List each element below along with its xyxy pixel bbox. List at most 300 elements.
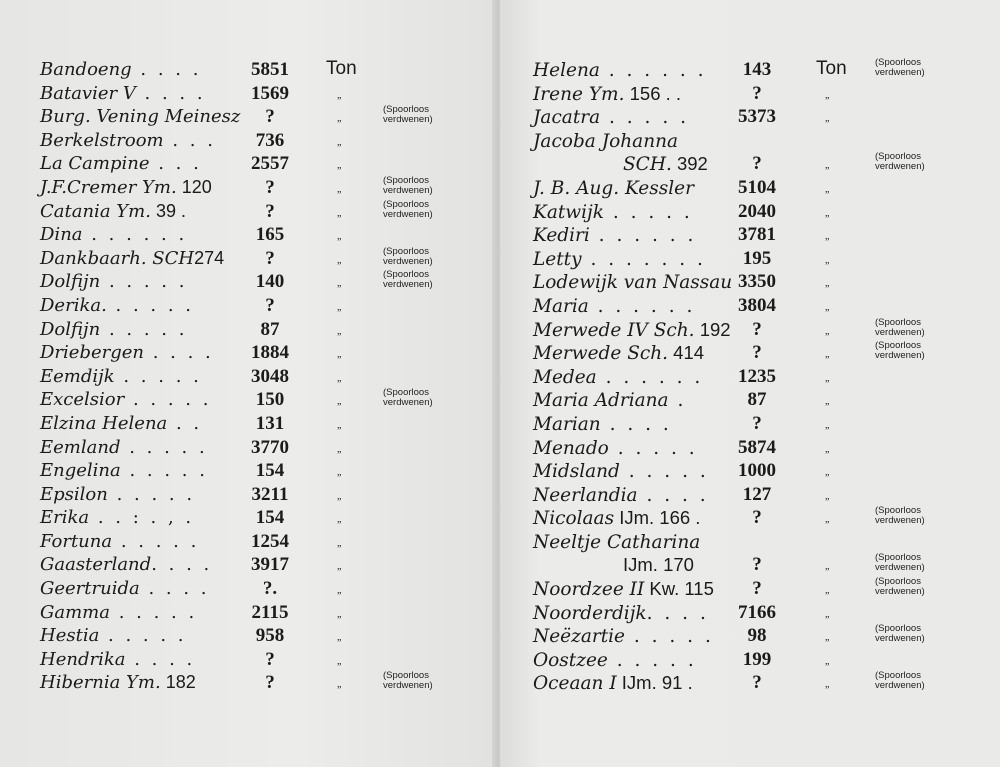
missing-note: (Spoorloos verdwenen)	[875, 576, 925, 598]
ship-name	[533, 530, 700, 555]
tonnage: 3350	[738, 271, 776, 293]
ship-row	[40, 105, 490, 129]
ship-name	[533, 365, 703, 390]
ship-row	[533, 577, 993, 601]
ship-name-text: Gamma	[40, 601, 110, 623]
missing-note: (Spoorloos verdwenen)	[875, 552, 925, 574]
ship-name	[533, 105, 689, 130]
ditto-mark: „	[337, 655, 342, 667]
ship-name	[533, 129, 678, 154]
tonnage: 7166	[738, 601, 776, 623]
ship-name-text: Excelsior	[40, 389, 125, 411]
leader-dots: . . . . .	[124, 389, 212, 411]
ship-name	[533, 247, 706, 272]
ship-name-text: Dina	[40, 224, 83, 246]
tonnage: 3048	[251, 365, 289, 387]
ship-name	[533, 601, 709, 626]
tonnage: ?	[752, 578, 762, 600]
ship-row	[533, 176, 993, 200]
ditto-mark: „	[337, 537, 342, 549]
ship-name	[40, 176, 212, 200]
ship-name	[40, 436, 208, 460]
ship-row	[40, 223, 490, 247]
tonnage: 150	[255, 389, 285, 411]
ship-name	[40, 412, 202, 436]
ship-code: 274	[194, 247, 225, 268]
tonnage: 3211	[251, 483, 289, 505]
ship-name-text: Dolfijn	[40, 271, 101, 293]
ton-header-right: Ton	[816, 58, 847, 79]
tonnage: 1884	[251, 342, 289, 364]
ship-row	[533, 648, 993, 672]
ditto-mark: „	[337, 207, 342, 219]
ditto-mark: „	[825, 278, 830, 290]
leader-dots: . . . . .	[99, 625, 187, 647]
tonnage: 87	[260, 318, 280, 340]
ditto-mark: „	[825, 585, 830, 597]
right-page	[500, 0, 1000, 767]
ship-name	[40, 601, 197, 625]
leader-dots: . . : . , .	[89, 507, 195, 529]
missing-note: (Spoorloos verdwenen)	[383, 269, 433, 291]
leader-dots: . . . . .	[106, 294, 195, 316]
tonnage: ?	[265, 648, 275, 670]
ship-row	[40, 388, 490, 412]
ship-row	[40, 176, 490, 200]
ship-name-text: Hibernia Ym.	[40, 672, 161, 694]
ship-name-text: Dolfijn	[40, 318, 101, 340]
ship-name-text: J. B. Aug. Kessler	[533, 177, 694, 199]
ship-name	[533, 318, 731, 343]
ship-name	[533, 648, 697, 673]
ship-name	[40, 388, 211, 412]
ship-name-text: Merwede IV Sch.	[533, 319, 695, 341]
ship-name-text: Batavier V	[40, 82, 136, 104]
ship-name-text: Merwede Sch.	[533, 343, 669, 365]
ship-code: IJm. 170	[623, 554, 694, 576]
ship-name-text: J.F.Cremer Ym.	[40, 176, 177, 198]
ship-code: IJm. 166 .	[614, 507, 701, 529]
ship-name	[623, 553, 694, 578]
tonnage: 958	[255, 625, 285, 647]
ship-row	[533, 294, 993, 318]
ditto-mark: „	[337, 467, 342, 479]
leader-dots: . . . .	[144, 342, 214, 364]
ship-name-text: Nicolaas	[533, 508, 615, 530]
tonnage: 195	[742, 247, 772, 269]
leader-dots: . .	[167, 412, 203, 434]
leader-dots: . . . . .	[120, 460, 208, 482]
ditto-mark: „	[337, 419, 342, 431]
ship-row	[40, 412, 490, 436]
tonnage: ?.	[262, 578, 278, 600]
missing-note: (Spoorloos verdwenen)	[383, 245, 433, 267]
tonnage: 1254	[251, 530, 289, 552]
ship-name-text: Noordzee II	[533, 579, 645, 601]
ship-name-text: Driebergen	[40, 342, 144, 364]
ship-code: 156 . .	[624, 82, 682, 104]
ditto-mark: „	[825, 325, 830, 337]
tonnage: ?	[265, 200, 275, 222]
leader-dots: . . . . .	[619, 461, 709, 483]
leader-dots: . . . .	[139, 578, 210, 600]
ship-name	[40, 648, 195, 672]
missing-note: (Spoorloos verdwenen)	[875, 316, 925, 338]
ship-row	[40, 247, 490, 271]
tonnage: 154	[255, 507, 285, 529]
ditto-mark: „	[825, 89, 830, 101]
ditto-mark: „	[337, 514, 342, 526]
leader-dots: . . . .	[125, 648, 196, 670]
ship-name	[533, 459, 709, 484]
ship-name	[533, 341, 704, 366]
ship-name-text: Neerlandia	[533, 484, 638, 506]
missing-note: (Spoorloos verdwenen)	[383, 104, 433, 126]
ship-row	[533, 483, 993, 507]
ditto-mark: „	[825, 490, 830, 502]
ship-name	[40, 459, 208, 483]
tonnage: ?	[752, 318, 762, 340]
tonnage: 2557	[251, 153, 289, 175]
ditto-mark: „	[825, 113, 830, 125]
ship-name-text: Fortuna	[40, 530, 113, 552]
ship-row	[40, 671, 490, 695]
missing-note: (Spoorloos verdwenen)	[383, 670, 433, 692]
ship-name-text: Neeltje Catharina	[533, 531, 701, 553]
leader-dots: . . . . . .	[588, 295, 696, 317]
tonnage: 87	[747, 389, 767, 411]
missing-note: (Spoorloos verdwenen)	[383, 198, 433, 220]
ship-name	[40, 624, 187, 648]
ship-row	[533, 530, 993, 554]
ship-name-text: Letty	[533, 248, 582, 270]
missing-note: (Spoorloos verdwenen)	[875, 151, 925, 173]
ship-row	[40, 365, 490, 389]
tonnage: 1235	[738, 365, 776, 387]
ship-name-text: Helena	[533, 60, 600, 81]
ditto-mark: „	[337, 231, 342, 243]
ship-name	[533, 58, 706, 83]
tonnage: ?	[752, 672, 762, 694]
ship-name	[533, 412, 672, 437]
leader-dots: . . . . .	[608, 437, 698, 459]
tonnage: ?	[752, 554, 762, 576]
ship-row	[533, 506, 993, 530]
ship-name-text: Katwijk	[533, 201, 604, 223]
ditto-mark: „	[337, 443, 342, 455]
ditto-mark: „	[337, 89, 342, 101]
ship-name	[40, 105, 240, 129]
tonnage: 98	[747, 625, 767, 647]
ship-name	[533, 82, 681, 107]
ship-name	[533, 436, 698, 461]
ship-row	[40, 318, 490, 342]
ditto-mark: „	[825, 419, 830, 431]
ship-name	[533, 506, 700, 531]
ship-name-text: Medea	[533, 366, 597, 388]
ship-row	[533, 105, 993, 129]
ditto-mark: „	[825, 396, 830, 408]
ditto-mark: „	[337, 136, 342, 148]
tonnage: 131	[255, 412, 285, 434]
tonnage: ?	[752, 507, 762, 529]
ship-row	[40, 553, 490, 577]
leader-dots: . . . .	[600, 413, 672, 435]
tonnage: 5373	[738, 106, 776, 128]
ship-row	[40, 82, 490, 106]
ditto-mark: „	[825, 183, 830, 195]
ship-name-text: Bandoeng	[40, 59, 132, 80]
ditto-mark: „	[337, 278, 342, 290]
ship-name	[40, 577, 210, 601]
left-ship-list	[40, 58, 490, 695]
ship-name	[40, 247, 224, 271]
ditto-mark: „	[337, 561, 342, 573]
ship-row	[40, 483, 490, 507]
tonnage: ?	[752, 82, 762, 104]
tonnage: 143	[742, 59, 772, 80]
ship-name	[40, 223, 187, 247]
ship-name-text: Lodewijk van Nassau	[533, 272, 733, 294]
ship-name	[40, 671, 196, 695]
ship-name-text: Noorderdijk	[533, 602, 647, 624]
ditto-mark: „	[337, 301, 342, 313]
ditto-mark: „	[825, 231, 830, 243]
ship-name-text: Neëzartie	[533, 626, 626, 648]
ship-row	[533, 671, 993, 695]
ship-name	[40, 530, 199, 554]
ship-name	[533, 223, 696, 248]
ship-row	[533, 200, 993, 224]
tonnage: ?	[752, 412, 762, 434]
tonnage: 127	[742, 483, 772, 505]
ship-name-text: Dankbaarh. SCH	[40, 247, 195, 269]
ditto-mark: „	[337, 113, 342, 125]
ship-name	[40, 318, 187, 342]
tonnage: 3770	[251, 436, 289, 458]
tonnage: 1569	[251, 82, 289, 104]
ship-name-text: Geertruida	[40, 578, 140, 600]
ship-name-text: SCH.	[623, 154, 672, 176]
ship-row	[533, 341, 993, 365]
leader-dots: . . . .	[151, 554, 213, 576]
tonnage: 5874	[738, 436, 776, 458]
tonnage: ?	[752, 342, 762, 364]
ship-code: Kw. 115	[644, 578, 714, 600]
leader-dots: . . . .	[135, 82, 206, 104]
leader-dots: . . . . . .	[596, 366, 704, 388]
missing-note: (Spoorloos verdwenen)	[875, 340, 925, 362]
ship-name	[40, 82, 206, 106]
tonnage: 736	[255, 129, 285, 151]
ship-row	[533, 388, 993, 412]
ship-name-text: Maria	[533, 295, 589, 317]
ditto-mark: „	[825, 349, 830, 361]
ship-name-text: Gaasterland	[40, 554, 152, 576]
ditto-mark: „	[337, 396, 342, 408]
leader-dots: . . .	[163, 129, 216, 151]
ship-name	[40, 58, 201, 82]
ship-row	[533, 58, 993, 82]
ditto-mark: „	[825, 514, 830, 526]
ship-name-text: Epsilon	[40, 483, 108, 505]
leader-dots: . . . . .	[603, 201, 693, 223]
leader-dots: . . . .	[131, 59, 202, 80]
ship-name-text: Derika.	[40, 294, 107, 316]
ship-row	[533, 459, 993, 483]
ship-name-text: Catania Ym.	[40, 200, 151, 222]
ship-name-text: Erika	[40, 507, 90, 529]
missing-note: (Spoorloos verdwenen)	[875, 505, 925, 527]
leader-dots: . . . . .	[114, 365, 202, 387]
tonnage: 5104	[738, 176, 776, 198]
leader-dots: . . . . .	[120, 436, 208, 458]
ditto-mark: „	[337, 349, 342, 361]
ship-name	[533, 483, 709, 508]
ship-name	[40, 129, 216, 153]
ship-name	[40, 270, 187, 294]
tonnage: 140	[255, 271, 285, 293]
ship-name	[40, 200, 186, 224]
ship-name-text: Hestia	[40, 625, 100, 647]
tonnage: 199	[742, 648, 772, 670]
leader-dots: . . . . .	[625, 626, 714, 648]
ship-name	[533, 577, 714, 602]
ditto-mark: „	[825, 160, 830, 172]
ship-name-text: Jacatra	[533, 107, 601, 129]
missing-note: (Spoorloos verdwenen)	[875, 670, 925, 692]
ship-name	[533, 388, 686, 413]
ship-row	[533, 412, 993, 436]
ship-row	[40, 200, 490, 224]
ship-name-text: Irene Ym.	[533, 83, 625, 105]
tonnage: ?	[265, 672, 275, 694]
ditto-mark: „	[825, 608, 830, 620]
ditto-mark: „	[825, 301, 830, 313]
ship-name-text: Oceaan I	[533, 673, 617, 695]
leader-dots: . . . . . .	[599, 60, 707, 81]
tonnage: ?	[265, 294, 275, 316]
ditto-mark: „	[337, 490, 342, 502]
ship-row	[533, 270, 993, 294]
tonnage: 165	[255, 224, 285, 246]
ship-row	[40, 648, 490, 672]
ship-row	[533, 601, 993, 625]
leader-dots: .	[668, 390, 687, 412]
ship-row	[40, 601, 490, 625]
ship-name	[533, 176, 694, 201]
leader-dots: . . .	[149, 153, 202, 175]
ship-row	[533, 223, 993, 247]
ship-row	[40, 152, 490, 176]
ship-name-text: Marian	[533, 413, 601, 435]
ship-name-text: Kediri	[533, 225, 590, 247]
ship-row	[533, 152, 993, 176]
ditto-mark: „	[825, 443, 830, 455]
ditto-mark: „	[337, 254, 342, 266]
ditto-mark: „	[337, 372, 342, 384]
ship-row	[533, 436, 993, 460]
ship-row	[40, 58, 490, 82]
ship-row	[533, 247, 993, 271]
missing-note: (Spoorloos verdwenen)	[383, 387, 433, 409]
ditto-mark: „	[825, 561, 830, 573]
ditto-mark: „	[337, 183, 342, 195]
ship-row	[533, 553, 993, 577]
right-ship-list	[533, 58, 993, 695]
ship-code: 414	[668, 342, 705, 364]
ship-row	[40, 530, 490, 554]
leader-dots: . . . . .	[107, 483, 196, 505]
tonnage: ?	[265, 176, 275, 198]
ship-row	[533, 129, 993, 153]
ship-name-text: Midsland	[533, 461, 620, 483]
ditto-mark: „	[825, 632, 830, 644]
ship-name-text: Menado	[533, 437, 609, 459]
ship-row	[40, 624, 490, 648]
ship-row	[40, 270, 490, 294]
leader-dots: . . . . . . .	[581, 248, 706, 270]
ship-name-text: Eemland	[40, 436, 121, 458]
ship-name-text: Burg. Vening Meinesz	[40, 106, 241, 128]
ship-name	[623, 152, 708, 177]
ship-row	[40, 129, 490, 153]
leader-dots: . . . . .	[112, 530, 200, 552]
ship-code: 192	[694, 318, 731, 340]
ship-name-text: Berkelstroom	[40, 129, 164, 151]
tonnage: 2115	[251, 601, 289, 623]
ship-name-text: Jacoba Johanna	[533, 130, 679, 152]
ship-row	[533, 365, 993, 389]
ship-row	[40, 459, 490, 483]
leader-dots: . . . . .	[607, 649, 697, 671]
ship-name	[40, 506, 194, 530]
ship-name	[40, 553, 212, 577]
ditto-mark: „	[825, 467, 830, 479]
tonnage: 2040	[738, 200, 776, 222]
leader-dots: . . . . .	[600, 107, 689, 129]
ditto-mark: „	[337, 325, 342, 337]
ditto-mark: „	[337, 679, 342, 691]
ship-name	[533, 294, 695, 319]
left-page	[0, 0, 496, 767]
ship-code: 120	[176, 176, 212, 197]
ship-name	[40, 341, 214, 365]
ship-name-text: La Campine	[40, 153, 150, 175]
tonnage: 154	[255, 460, 285, 482]
ship-row	[40, 577, 490, 601]
leader-dots: . . . . . .	[589, 225, 697, 247]
ship-row	[40, 341, 490, 365]
ditto-mark: „	[825, 655, 830, 667]
ditto-mark: „	[825, 679, 830, 691]
leader-dots: . . . . . .	[82, 224, 188, 246]
ditto-mark: „	[825, 254, 830, 266]
ship-name	[533, 671, 693, 696]
ship-code: IJm. 91 .	[616, 672, 693, 694]
ditto-mark: „	[337, 632, 342, 644]
ship-name-text: Maria Adriana	[533, 390, 669, 412]
ship-code: 39 .	[150, 200, 186, 221]
ditto-mark: „	[337, 160, 342, 172]
tonnage: ?	[752, 153, 762, 175]
ship-name	[533, 270, 732, 295]
leader-dots: . . . . .	[100, 271, 188, 293]
ship-row	[533, 318, 993, 342]
ship-name	[40, 294, 194, 318]
ship-row	[533, 82, 993, 106]
leader-dots: . . . .	[646, 602, 709, 624]
